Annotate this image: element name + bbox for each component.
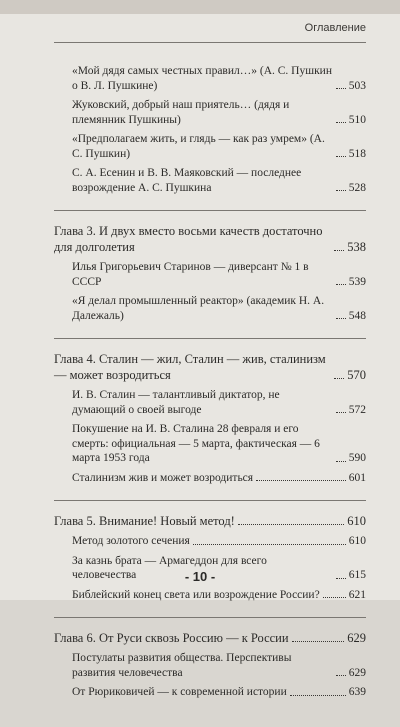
toc-entry-page: 629 (347, 631, 366, 645)
toc-group (54, 630, 366, 715)
dot-leader (336, 318, 346, 319)
toc-entry-title: Глава 6. От Руси сквозь Россию — к России (54, 631, 289, 645)
table-of-contents (54, 64, 366, 727)
toc-entry-title: Метод золотого сечения (72, 535, 190, 547)
toc-entry-page: 539 (348, 275, 366, 288)
toc-entry-title: Жуковский, добрый наш приятель… (дядя и племянник Пушкины) (72, 99, 290, 126)
toc-entry-title: От Рюриковичей — к современной истории (72, 686, 287, 698)
toc-entry[interactable] (54, 651, 366, 680)
dot-leader (336, 412, 346, 413)
toc-entry[interactable] (54, 166, 366, 195)
toc-entry-title: Библейский конец света или возрождение России? (72, 588, 320, 601)
toc-entry[interactable] (54, 132, 366, 161)
dot-leader (292, 641, 345, 642)
toc-entry-page: 510 (348, 113, 366, 126)
toc-group (54, 513, 366, 618)
dot-leader (334, 250, 344, 251)
toc-entry-title: За казнь брата — Армагеддон для всего человечества (72, 554, 267, 581)
toc-entry-title: «Мой дядя самых честных правил…» (А. С. Пушкин о В. Л. Пушкине) (72, 65, 332, 92)
toc-entry[interactable] (54, 388, 366, 417)
dot-leader (238, 524, 344, 525)
toc-group (54, 64, 366, 211)
dot-leader (336, 156, 346, 157)
toc-entry-title: Сталинизм жив и может возродиться (72, 471, 254, 484)
header-title: Оглавление (304, 22, 366, 34)
toc-entry[interactable] (54, 64, 366, 93)
dot-leader (334, 378, 344, 379)
toc-group (54, 223, 366, 339)
toc-entry[interactable] (54, 294, 366, 323)
dot-leader (336, 284, 346, 285)
toc-entry-page: 572 (348, 403, 366, 416)
toc-entry-page: 538 (347, 240, 366, 254)
toc-entry-page: 639 (348, 686, 366, 698)
dot-leader (336, 675, 346, 676)
toc-entry-page: 601 (348, 471, 366, 484)
dot-leader (336, 190, 346, 191)
toc-entry-title: Покушение на И. В. Сталина 28 февраля и его смерть: официальная — 5 марта, фактическая — 6 марта 1953 года (72, 423, 320, 464)
toc-entry-page: 590 (348, 452, 366, 464)
toc-entry[interactable] (54, 685, 366, 700)
toc-entry-page: 570 (347, 368, 366, 382)
toc-entry-page: 518 (348, 147, 366, 160)
dot-leader (193, 544, 346, 545)
toc-entry-title: Илья Григорьевич Старинов — диверсант № 1 в СССР (72, 261, 309, 288)
toc-entry[interactable] (54, 534, 366, 549)
toc-entry-page: 615 (348, 569, 366, 581)
toc-entry-page: 610 (347, 514, 366, 528)
toc-chapter-entry[interactable] (54, 630, 366, 646)
page-number: - 10 - (184, 569, 216, 584)
toc-entry-page: 503 (348, 79, 366, 92)
dot-leader (323, 597, 346, 598)
toc-entry-title: С. А. Есенин и В. В. Маяковский — последнее возрождение А. С. Пушкина (72, 167, 302, 194)
toc-entry-page: 621 (348, 588, 366, 601)
toc-entry-title: Глава 4. Сталин — жил, Сталин — жив, сталинизм — может возродиться (54, 352, 326, 382)
toc-entry-title: Постулаты развития общества. Перспективы развития человечества (72, 652, 292, 679)
toc-chapter-entry[interactable] (54, 351, 366, 383)
toc-chapter-entry[interactable] (54, 513, 366, 529)
toc-entry[interactable] (54, 471, 366, 486)
toc-entry[interactable] (54, 98, 366, 127)
running-header (54, 20, 366, 43)
toc-entry-page: 610 (348, 535, 366, 547)
toc-entry-page: 629 (348, 666, 366, 679)
dot-leader (290, 695, 346, 696)
top-band (0, 0, 400, 14)
toc-entry-title: Глава 3. И двух вместо восьми качеств достаточно для долголетия (54, 224, 323, 254)
dot-leader (336, 122, 346, 123)
toc-entry-page: 548 (348, 309, 366, 322)
toc-entry-page: 528 (348, 181, 366, 194)
toc-entry-title: «Предполагаем жить, и глядь — как раз умрем» (А. С. Пушкин) (72, 133, 325, 160)
dot-leader (256, 480, 346, 481)
toc-entry-title: Глава 5. Внимание! Новый метод! (54, 514, 235, 528)
toc-entry[interactable] (54, 422, 366, 466)
toc-entry[interactable] (54, 260, 366, 289)
toc-group (54, 351, 366, 501)
toc-entry-title: «Я делал промышленный реактор» (академик Н. А. Далежаль) (72, 295, 325, 322)
dot-leader (336, 88, 346, 89)
dot-leader (336, 461, 346, 462)
toc-chapter-entry[interactable] (54, 223, 366, 255)
toc-entry-title: И. В. Сталин — талантливый диктатор, не думающий о своей выгоде (72, 389, 280, 416)
